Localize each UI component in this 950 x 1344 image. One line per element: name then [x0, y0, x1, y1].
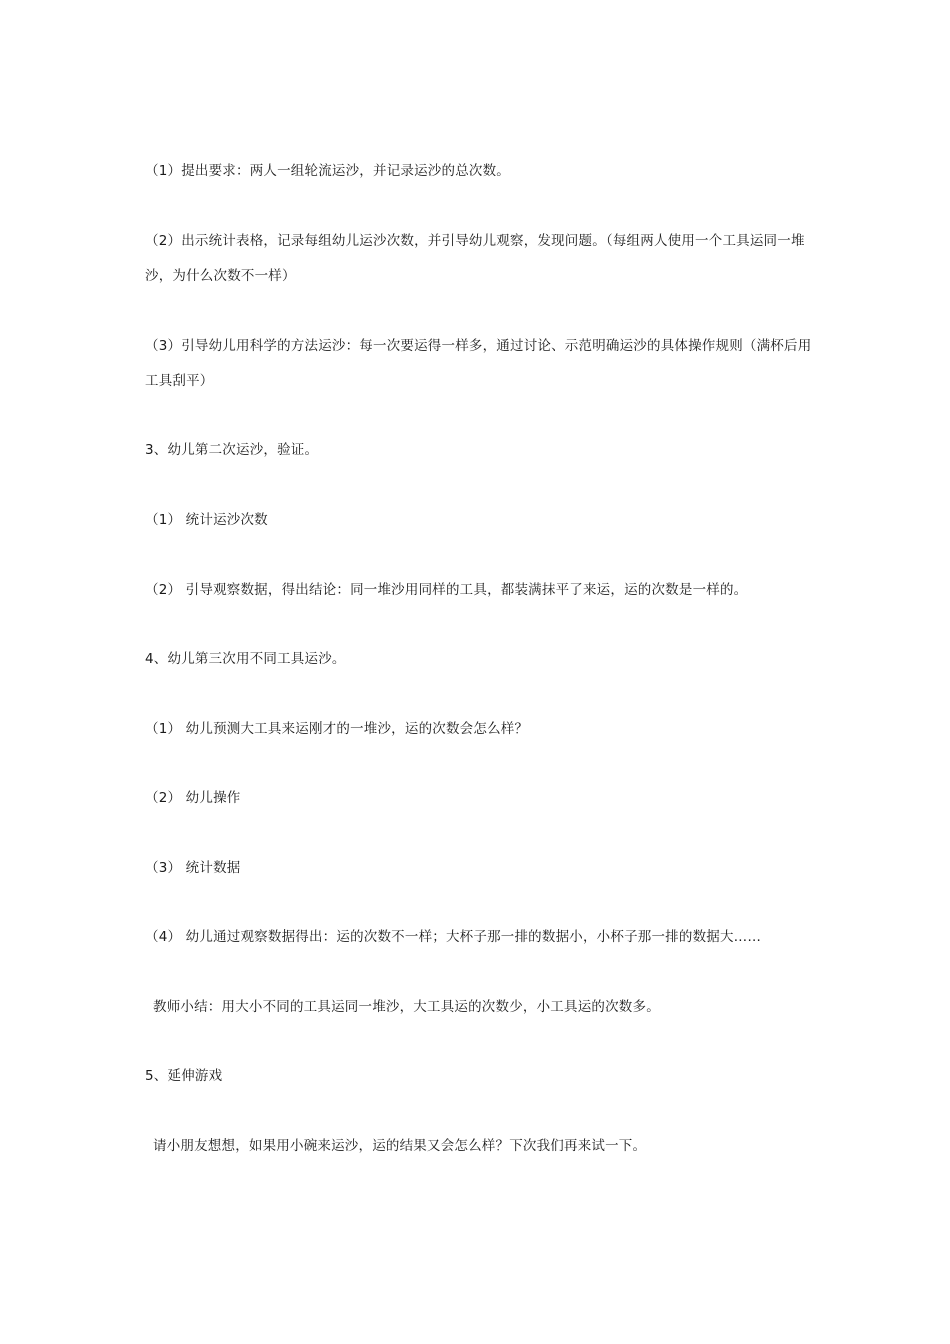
section-4-item-1: （1） 幼儿预测大工具来运刚才的一堆沙，运的次数会怎么样？: [145, 721, 529, 737]
step-3-method-line-2: 工具刮平）: [145, 373, 214, 389]
section-3-item-1: （1） 统计运沙次数: [145, 512, 268, 528]
section-5-heading: 5、延伸游戏: [145, 1068, 223, 1084]
step-1-requirement: （1）提出要求：两人一组轮流运沙，并记录运沙的总次数。: [145, 163, 510, 179]
step-2-statistics-line-2: 沙，为什么次数不一样）: [145, 268, 296, 284]
extension-game-text: 请小朋友想想，如果用小碗来运沙，运的结果又会怎么样？下次我们再来试一下。: [153, 1138, 647, 1154]
section-3-item-2: （2） 引导观察数据，得出结论：同一堆沙用同样的工具，都装满抹平了来运，运的次数是一样的。: [145, 582, 748, 598]
step-3-method-line-1: （3）引导幼儿用科学的方法运沙：每一次要运得一样多，通过讨论、示范明确运沙的具体操作规则（满杯后用: [145, 338, 812, 354]
section-4-item-4: （4） 幼儿通过观察数据得出：运的次数不一样；大杯子那一排的数据小，小杯子那一排的数据大……: [145, 929, 762, 945]
step-2-statistics-line-1: （2）出示统计表格，记录每组幼儿运沙次数，并引导幼儿观察，发现问题。（每组两人使用一个工具运同一堆: [145, 233, 805, 249]
section-4-item-2: （2） 幼儿操作: [145, 790, 241, 806]
section-3-heading: 3、幼儿第二次运沙，验证。: [145, 442, 319, 458]
teacher-summary: 教师小结：用大小不同的工具运同一堆沙，大工具运的次数少，小工具运的次数多。: [153, 999, 660, 1015]
section-4-item-3: （3） 统计数据: [145, 860, 241, 876]
section-4-heading: 4、幼儿第三次用不同工具运沙。: [145, 651, 346, 667]
